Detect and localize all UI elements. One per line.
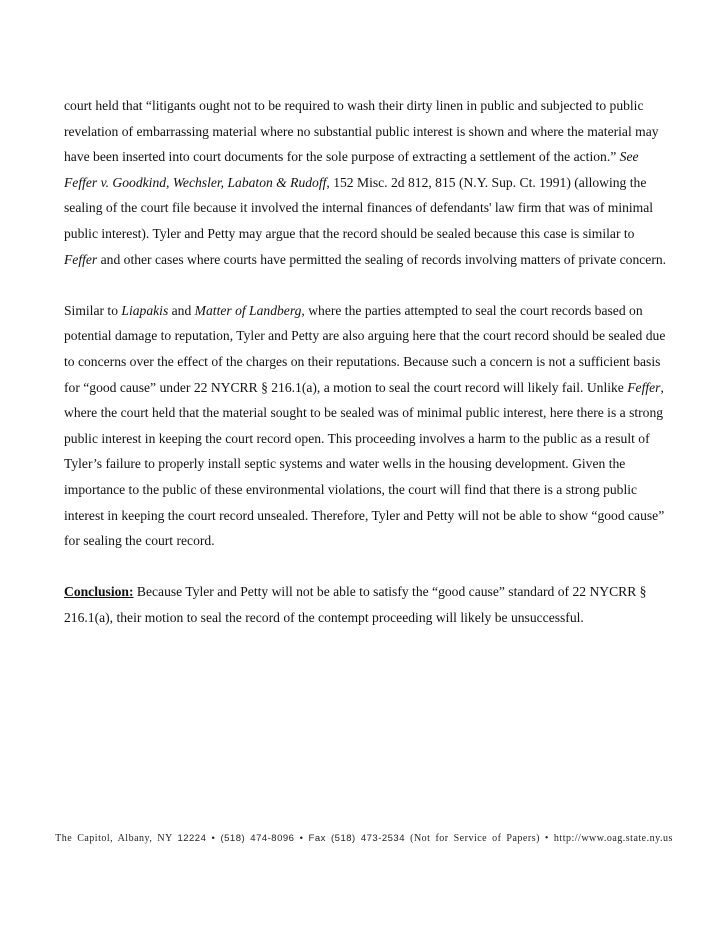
- paragraph-text: Because Tyler and Petty will not be able to satisfy the “good cause” standard of 22 NYCRR § 216.1(a), their motion to seal the record of the contempt proceeding will likely be unsuccessful.: [64, 584, 647, 625]
- case-citation: See Feffer v. Goodkind, Wechsler, Labaton & Rudoff: [64, 149, 639, 190]
- conclusion-heading: Conclusion:: [64, 584, 134, 600]
- paragraph-spacer: [64, 554, 670, 580]
- footer-address: The Capitol, Albany, NY: [55, 833, 178, 844]
- paragraph-conclusion: [64, 579, 670, 630]
- letter-body: [64, 93, 670, 630]
- paragraph-text: Similar to: [64, 302, 122, 318]
- page-footer: [0, 833, 728, 844]
- paragraph-feffer: [64, 93, 670, 272]
- case-name: Liapakis: [121, 302, 169, 318]
- paragraph-text: , 152 Misc. 2d 812, 815 (N.Y. Sup. Ct. 1991) (allowing the sealing of the court file because it involved the internal finances of defendants' law firm that was of minimal public interest). Tyler and Petty may argue that the record should be sealed because this case is similar to: [64, 174, 654, 241]
- paragraph-analysis: [64, 298, 670, 554]
- paragraph-spacer: [64, 272, 670, 298]
- footer-phone: 12224 • (518) 474-8096 • Fax (518) 473-2534: [177, 833, 411, 844]
- paragraph-text: and: [168, 302, 195, 318]
- paragraph-text: court held that “litigants ought not to be required to wash their dirty linen in public and subjected to public revelation of embarrassing material where no substantial public interest is shown and where the material may have been inserted into court documents for the sole purpose of extracting a settlement of the action.”: [64, 98, 659, 165]
- case-name: Matter of Landberg: [194, 302, 302, 318]
- paragraph-text: , where the court held that the material sought to be sealed was of minimal public interest, here there is a strong public interest in keeping the court record open. This proceeding involves a harm to the public as a result of Tyler’s failure to properly install septic systems and water wells in the housing development. Given the importance to the public of these environmental violations, the court will find that there is a strong public interest in keeping the court record unsealed. Therefore, Tyler and Petty will not be able to show “good cause” for sealing the court record.: [64, 379, 665, 549]
- paragraph-text: and other cases where courts have permitted the sealing of records involving matters of private concern.: [97, 251, 667, 267]
- footer-website: (Not for Service of Papers) • http://www.oag.state.ny.us: [410, 833, 673, 844]
- case-name: Feffer: [627, 379, 661, 395]
- paragraph-text: , where the parties attempted to seal the court records based on potential damage to reputation, Tyler and Petty are also arguing here that the court record should be sealed due to concerns over the effect of the charges on their reputations. Because such a concern is not a sufficient basis for “good cause” under 22 NYCRR § 216.1(a), a motion to seal the court record will likely fail. Unlike: [64, 302, 666, 395]
- case-name: Feffer: [64, 251, 98, 267]
